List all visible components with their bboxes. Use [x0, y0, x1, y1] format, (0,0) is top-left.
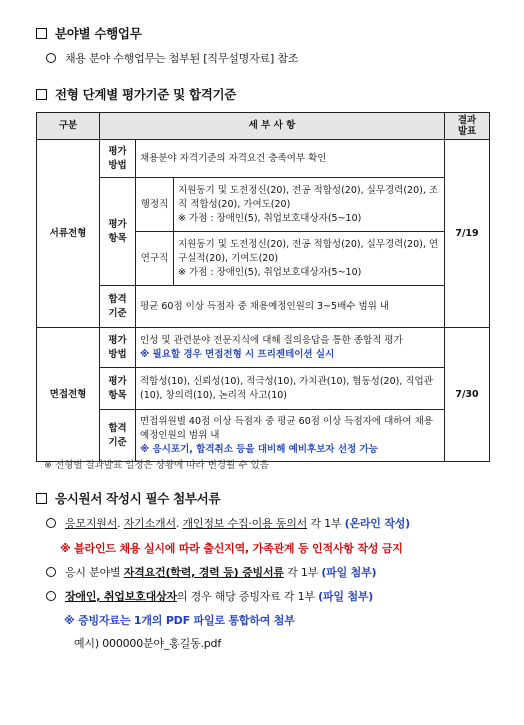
table-row: [37, 328, 490, 368]
table-header-row: [37, 113, 490, 140]
table-row: [37, 286, 490, 328]
table-row: [37, 140, 490, 178]
blind-hiring-warning: ※ 블라인드 채용 실시에 따라 출신지역, 가족관계 등 인적사항 작성 금지: [60, 542, 403, 555]
interview-items: 적합성(10), 신뢰성(10), 적극성(10), 가치관(10), 협동성(20), 직업관(10), 창의력(10), 논리적 사고(10): [136, 368, 445, 410]
table-footnote: ※ 전형별 결과발표 일정은 상황에 따라 변경될 수 있음: [44, 460, 269, 471]
section-title-attachments: 응시원서 작성시 필수 첨부서류: [36, 489, 220, 507]
doc-method: 채용분야 자격기준의 자격요건 충족여부 확인: [136, 140, 445, 178]
checkbox-square-icon: [36, 493, 47, 504]
attachment-item-disability: 장애인, 취업보호대상자의 경우 해당 증빙자료 각 1부 (파일 첨부): [46, 588, 373, 604]
stage-document: 서류전형: [37, 140, 100, 328]
duties-item: 채용 분야 수행업무는 첨부된 [직무설명자료] 참조: [46, 50, 298, 66]
circle-bullet-icon: [46, 518, 56, 528]
stage-interview: 면접전형: [37, 328, 100, 462]
doc-research-items: 지원동기 및 도전정신(20), 전공 적합성(20), 실무경력(20), 연구실적(20), 기여도(20) ※ 가점 : 장애인(5), 취업보호대상자(5~10): [174, 232, 445, 286]
table-row: [37, 410, 490, 462]
attachment-item-online: 응모지원서. 자기소개서. 개인정보 수집·이용 동의서 각 1부 (온라인 작성): [46, 515, 410, 531]
header-division: 구분: [37, 113, 100, 140]
label-criteria: 합격 기준: [100, 286, 136, 328]
interview-result-date: 7/30: [445, 328, 490, 462]
label-method: 평가 방법: [100, 328, 136, 368]
checkbox-square-icon: [36, 28, 47, 39]
table-row: [37, 178, 490, 232]
section-title-duties: 분야별 수행업무: [36, 24, 141, 42]
header-result: 결과 발표: [445, 113, 490, 140]
doc-result-date: 7/19: [445, 140, 490, 328]
interview-criteria: 면접위원별 40점 이상 득점자 중 평균 60점 이상 득점자에 대하여 채용예정인원의 범위 내 ※ 응시포기, 합격취소 등을 대비해 예비후보자 선정 가능: [136, 410, 445, 462]
doc-criteria: 평균 60점 이상 득점자 중 채용예정인원의 3~5배수 범위 내: [136, 286, 445, 328]
table-row: [37, 368, 490, 410]
checkbox-square-icon: [36, 89, 47, 100]
header-details: 세 부 사 항: [100, 113, 445, 140]
circle-bullet-icon: [46, 53, 56, 63]
interview-method: 인성 및 관련분야 전문지식에 대해 질의응답을 통한 종합적 평가 ※ 필요할 경우 면접전형 시 프리젠테이션 실시: [136, 328, 445, 368]
label-items: 평가 항목: [100, 368, 136, 410]
circle-bullet-icon: [46, 567, 56, 577]
label-admin: 행정직: [136, 178, 174, 232]
pdf-merge-note: ※ 증빙자료는 1개의 PDF 파일로 통합하여 첨부: [64, 614, 295, 627]
label-criteria: 합격 기준: [100, 410, 136, 462]
evaluation-table: [36, 112, 490, 462]
doc-admin-items: 지원동기 및 도전정신(20), 전공 적합성(20), 실무경력(20), 조직 적합성(20), 가여도(20) ※ 가점 : 장애인(5), 취업보호대상자(5~10): [174, 178, 445, 232]
section-title-evaluation: 전형 단계별 평가기준 및 합격기준: [36, 85, 236, 103]
label-research: 연구직: [136, 232, 174, 286]
label-items: 평가 항목: [100, 178, 136, 286]
label-method: 평가 방법: [100, 140, 136, 178]
circle-bullet-icon: [46, 591, 56, 601]
attachment-item-qualification: 응시 분야별 자격요건(학력, 경력 등) 증빙서류 각 1부 (파일 첨부): [46, 564, 376, 580]
filename-example: 예시) 000000분야_홍길동.pdf: [74, 637, 221, 650]
